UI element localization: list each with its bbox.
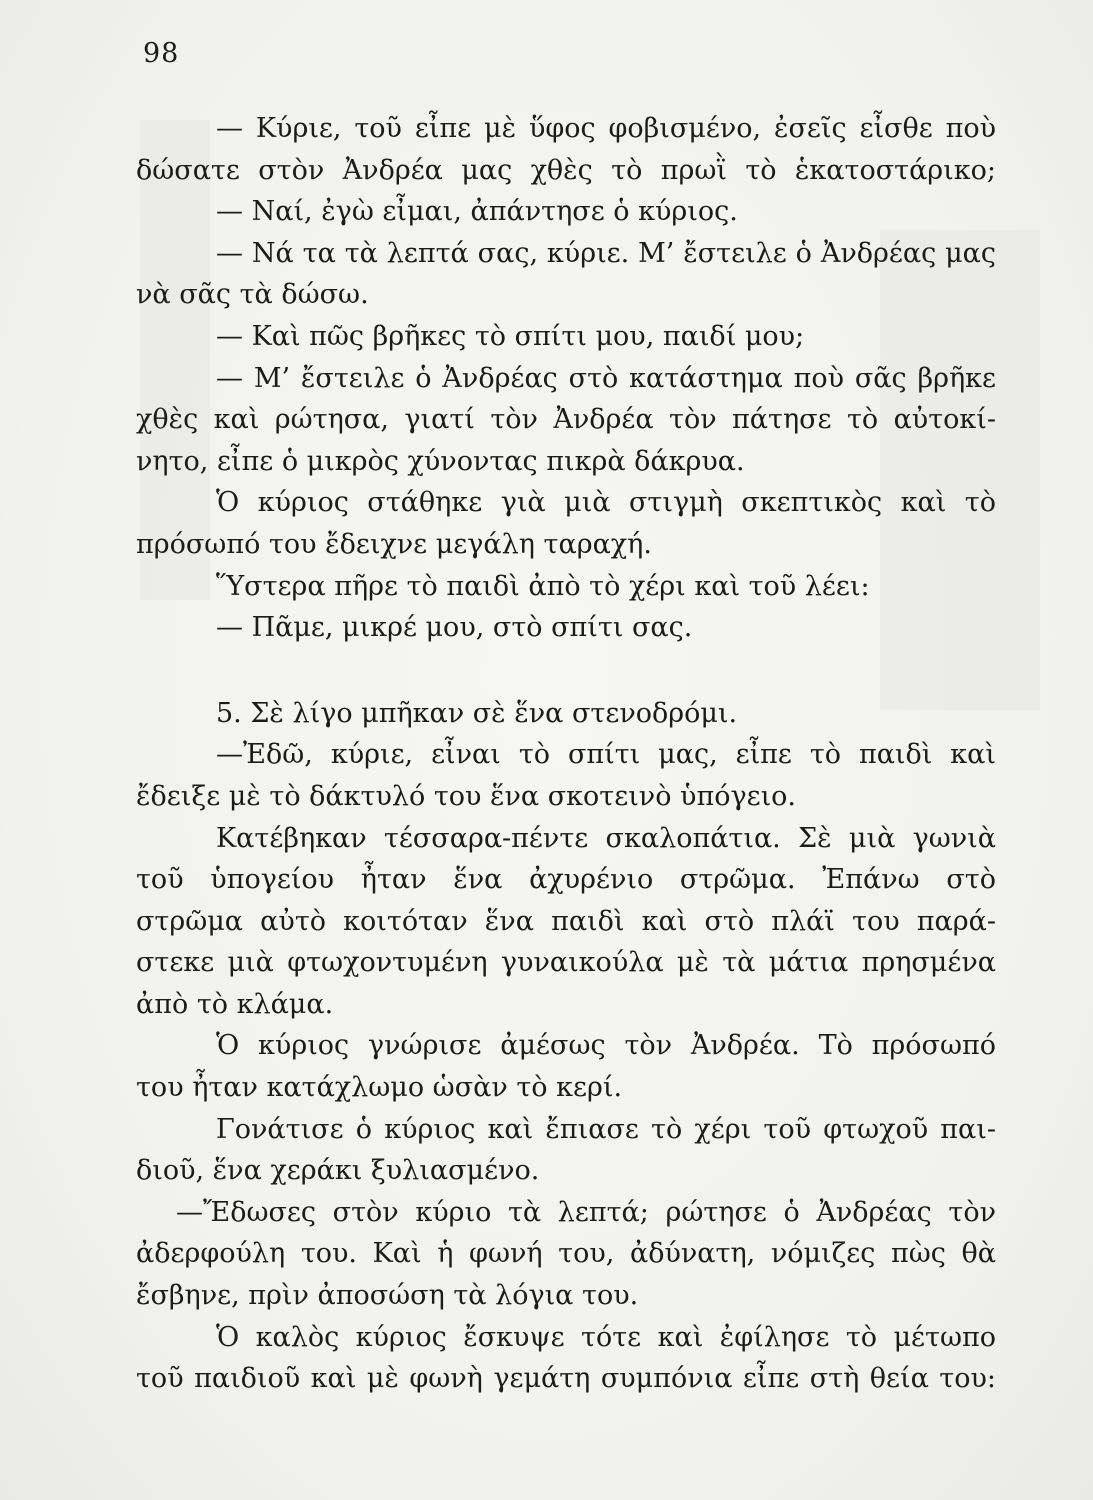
text-line: ἔδειξε μὲ τὸ δάκτυλό του ἕνα σκοτεινὸ ὑπόγειο. — [136, 780, 797, 812]
text-line: διοῦ, ἕνα χεράκι ξυλιασμένο. — [136, 1155, 540, 1187]
text-line: — Μ’ ἔστειλε ὁ Ἀνδρέας στὸ κατάστημα ποὺ σᾶς βρῆκε — [216, 362, 996, 394]
text-line: τοῦ παιδιοῦ καὶ μὲ φωνὴ γεμάτη συμπόνια εἶπε στὴ θεία του: — [136, 1363, 996, 1395]
text-line: τοῦ ὑπογείου ἦταν ἕνα ἀχυρένιο στρῶμα. Ἐπάνω στὸ — [136, 864, 996, 896]
text-line: — Κύριε, τοῦ εἶπε μὲ ὕφος φοβισμένο, ἐσεῖς εἶσθε ποὺ — [216, 113, 996, 144]
text-line: — Ναί, ἐγὼ εἶμαι, ἀπάντησε ὁ κύριος. — [216, 196, 738, 228]
text-line: δώσατε στὸν Ἀνδρέα μας χθὲς τὸ πρωῒ τὸ ἑκατοστάρικο; — [136, 154, 996, 186]
text-line: στεκε μιὰ φτωχοντυμένη γυναικούλα μὲ τὰ μάτια πρησμένα — [136, 947, 996, 979]
section-gap — [136, 649, 996, 693]
text-line: —Ἐδῶ, κύριε, εἶναι τὸ σπίτι μας, εἶπε τὸ παιδὶ καὶ — [216, 739, 996, 771]
text-line: Ὕστερα πῆρε τὸ παιδὶ ἀπὸ τὸ χέρι καὶ τοῦ λέει: — [216, 570, 870, 602]
text-line: Γονάτισε ὁ κύριος καὶ ἔπιασε τὸ χέρι τοῦ φτωχοῦ παι- — [216, 1113, 996, 1145]
text-line: — Πᾶμε, μικρέ μου, στὸ σπίτι σας. — [216, 612, 693, 644]
text-line: ἀδερφούλη του. Καὶ ἡ φωνή του, ἀδύνατη, νόμιζες πὼς θὰ — [136, 1238, 996, 1270]
text-line: Ὁ καλὸς κύριος ἔσκυψε τότε καὶ ἐφίλησε τὸ μέτωπο — [216, 1321, 996, 1353]
text-line: ἀπὸ τὸ κλάμα. — [136, 988, 334, 1020]
text-line: Ὁ κύριος στάθηκε γιὰ μιὰ στιγμὴ σκεπτικὸς καὶ τὸ — [216, 487, 996, 519]
text-line: — Καὶ πῶς βρῆκες τὸ σπίτι μου, παιδί μου; — [216, 320, 805, 352]
text-line: του ἦταν κατάχλωμο ὡσὰν τὸ κερί. — [136, 1072, 623, 1104]
text-line: Ὁ κύριος γνώρισε ἀμέσως τὸν Ἀνδρέα. Τὸ πρόσωπό — [216, 1030, 996, 1062]
text-line: ἔσβηνε, πρὶν ἀποσώση τὰ λόγια του. — [136, 1280, 639, 1312]
text-line: χθὲς καὶ ρώτησα, γιατί τὸν Ἀνδρέα τὸν πάτησε τὸ αὐτοκί- — [136, 404, 996, 436]
text-line: 5. Σὲ λίγο μπῆκαν σὲ ἕνα στενοδρόμι. — [216, 697, 738, 729]
text-line: — Νά τα τὰ λεπτά σας, κύριε. Μ’ ἔστειλε ὁ Ἀνδρέας μας — [216, 237, 996, 269]
body-text — [136, 108, 996, 1400]
text-line: νὰ σᾶς τὰ δώσω. — [136, 279, 369, 311]
page-number: 98 — [143, 38, 180, 69]
text-line: νητο, εἶπε ὁ μικρὸς χύνοντας πικρὰ δάκρυα. — [136, 445, 745, 477]
text-line: στρῶμα αὐτὸ κοιτόταν ἕνα παιδὶ καὶ στὸ πλάϊ του παρά- — [136, 905, 996, 937]
text-line: Κατέβηκαν τέσσαρα-πέντε σκαλοπάτια. Σὲ μιὰ γωνιὰ — [216, 822, 996, 854]
text-line: πρόσωπό του ἔδειχνε μεγάλη ταραχή. — [136, 528, 652, 560]
text-line: —Ἔδωσες στὸν κύριο τὰ λεπτά; ρώτησε ὁ Ἀνδρέας τὸν — [176, 1196, 996, 1228]
